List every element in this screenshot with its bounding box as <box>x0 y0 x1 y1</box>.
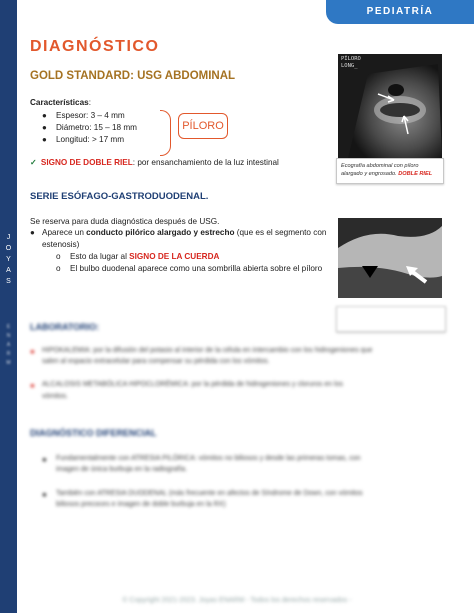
side-blurred-letters: E N A R M <box>6 324 11 366</box>
list-item-cont: estenosis) <box>42 240 80 249</box>
bullet-icon: ● <box>42 111 47 120</box>
piloro-label-box: PÍLORO <box>178 113 228 139</box>
circle-bullet-icon: o <box>56 264 61 273</box>
lab-item: salen al espacio extracelular para compensar su pérdida con los vómitos. <box>42 358 270 365</box>
ultrasound-image <box>338 54 442 158</box>
bullet-icon: ● <box>42 123 47 132</box>
gold-standard-heading: GOLD STANDARD: USG ABDOMINAL <box>30 70 236 82</box>
xray-image <box>338 218 442 298</box>
serie-heading: SERIE ESÓFAGO-GASTRODUODENAL. <box>30 191 209 202</box>
list-item: Longitud: > 17 mm <box>56 135 125 144</box>
side-letter: A <box>6 267 11 274</box>
dx-item: biliosos precoces e imagen de doble burbuja en la RX) <box>56 501 226 508</box>
brace-shape <box>160 110 171 156</box>
serie-intro: Se reserva para duda diagnóstica después de USG. <box>30 217 220 226</box>
side-letter: Y <box>6 256 11 263</box>
doble-riel-line: ✓ SIGNO DE DOBLE RIEL: por ensanchamiento de la luz intestinal <box>30 158 279 167</box>
us-label: LONG_ <box>341 63 358 69</box>
dx-item: imagen de única burbuja en la radiografía. <box>56 466 188 473</box>
dx-heading: DIAGNÓSTICO DIFERENCIAL <box>30 428 157 438</box>
bullet-icon: ● <box>30 347 35 356</box>
side-letter: O <box>5 245 12 252</box>
lab-heading: LABORATORIO: <box>30 322 100 332</box>
list-item: Diámetro: 15 – 18 mm <box>56 123 137 132</box>
circle-bullet-icon: o <box>56 252 61 261</box>
side-letter: J <box>6 234 11 241</box>
section-title: DIAGNÓSTICO <box>30 38 160 55</box>
side-brand-letters <box>0 232 17 287</box>
bullet-icon: ● <box>42 455 47 464</box>
list-item: Espesor: 3 – 4 mm <box>56 111 125 120</box>
pediatria-tab[interactable]: PEDIATRÍA <box>326 0 474 24</box>
footer-copyright: © Copyright 2021-2023. Joyas ENARM - Todos los derechos reservados - <box>122 597 352 604</box>
dx-item: Fundamentalmente con ATRESIA PILÓRICA: vómitos no biliosos y desde las primeras tomas, con <box>56 455 361 462</box>
lab-item: vómitos. <box>42 393 69 400</box>
check-icon: ✓ <box>30 158 37 167</box>
list-item: Aparece un conducto pilórico alargado y estrecho (que es el segmento con <box>42 228 327 237</box>
lab-item: HIPOKALEMIA: por la difusión del potasio al interior de la célula en intercambio con los hidrogeniones que <box>42 347 373 354</box>
characteristics-label: Características: <box>30 98 91 107</box>
xray-caption-blurred <box>336 306 446 332</box>
ultrasound-caption: Ecografía abdominal con píloro alargado y engrosado. DOBLE RIEL <box>336 158 444 184</box>
side-bar <box>0 0 17 613</box>
dx-item: También con ATRESIA DUODENAL (más frecuente en afectos de Síndrome de Down, con vómitos <box>56 490 363 497</box>
bullet-icon: ● <box>42 490 47 499</box>
lab-item: ALCALOSIS METABÓLICA HIPOCLORÉMICA: por la pérdida de hidrogeniones y cloruros en los <box>42 381 344 388</box>
side-letter: S <box>6 278 11 285</box>
sub-list-item: El bulbo duodenal aparece como una sombrilla abierta sobre el píloro <box>70 264 323 273</box>
bullet-icon: ● <box>30 381 35 390</box>
us-label: PÍLORO <box>341 56 361 62</box>
bullet-icon: ● <box>42 135 47 144</box>
bullet-icon: ● <box>30 228 35 237</box>
sub-list-item: Esto da lugar al SIGNO DE LA CUERDA <box>70 252 220 261</box>
